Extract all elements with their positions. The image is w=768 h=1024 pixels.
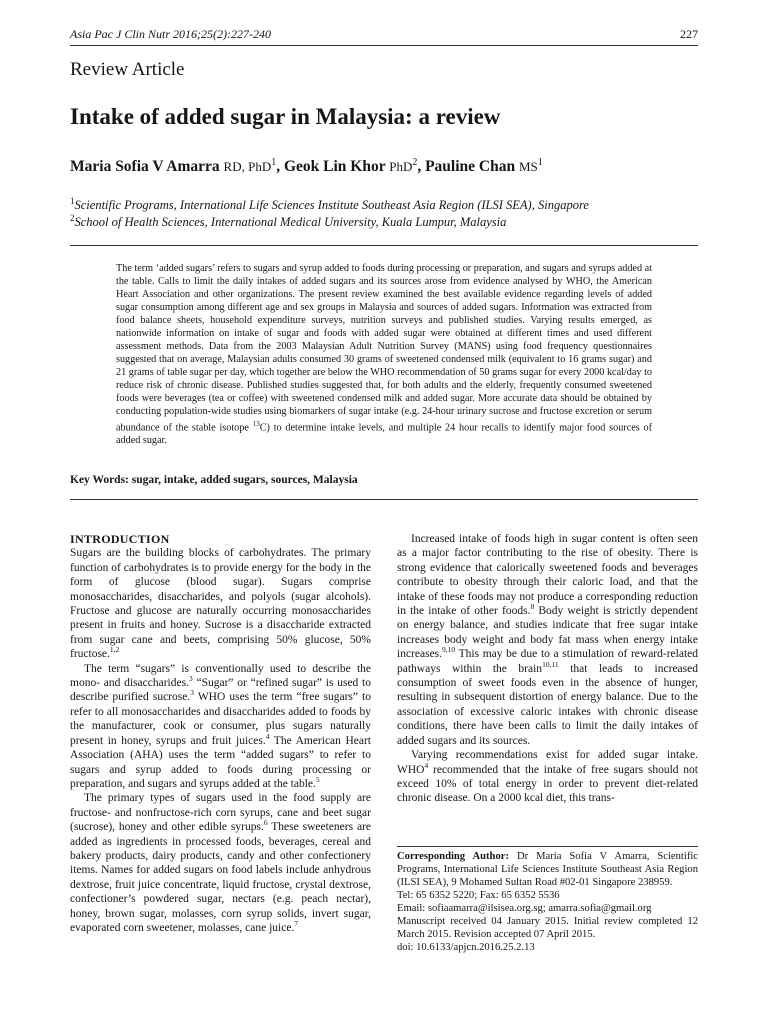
- paragraph-text: The primary types of sugars used in the food supply are fructose- and nonfructose-rich corn syrups, cane and beet sugar (sucrose), honey and other edible syrups.: [70, 792, 371, 834]
- author-affiliation-marker: 1: [537, 157, 543, 168]
- author-degrees: PhD: [389, 159, 413, 175]
- journal-citation: Asia Pac J Clin Nutr 2016;25(2):227-240: [70, 27, 271, 41]
- body-paragraph: [397, 748, 698, 806]
- right-column: [397, 532, 698, 806]
- correspondence-text: Dr Maria Sofia V Amarra, Scientific Programs, International Life Sciences Institute Southeast Asia Region (ILSI SEA), 9 Mohamed Sultan Road #02-01 Singapore 238959.: [397, 851, 698, 888]
- running-head: [70, 27, 698, 45]
- citation: 1,2: [109, 645, 120, 655]
- article-title: Intake of added sugar in Malaysia: a review: [70, 104, 501, 129]
- abstract-text-end: C) to determine intake levels, and multiple 24 hour recalls to identify major food sources of added sugar.: [116, 422, 652, 447]
- author-separator: ,: [417, 158, 426, 176]
- author-name: Pauline Chan: [425, 158, 516, 176]
- left-column: [70, 532, 371, 935]
- author-degrees: RD, PhD: [223, 159, 272, 175]
- keywords: Key Words: sugar, intake, added sugars, sources, Malaysia: [70, 474, 358, 486]
- paragraph-text: Increased intake of foods high in sugar content is often seen as a major factor contributing to the rise of obesity. There is strong evidence that calorically sweetened foods and beverages contribute to obesity through their caloric load, and that the intake of these foods may not produce a corresponding reduction in the intake of other foods.: [397, 533, 698, 618]
- abstract-text: The term ‘added sugars’ refers to sugars and syrup added to foods during processing or preparation, and sugars and syrups added at the table. Calls to limit the daily intakes of added sugars and its sources arose from evidence analysed by WHO, the American Heart Association and other organizations. The present review examined the best available evidence regarding levels of added sugar consumption among different age and sex groups in Malaysia and sources of added sugars. Information was extracted from food balance sheets, household expenditure surveys, nutrition surveys and published studies. Varying results emerged, as nationwide information on intake of sugar and foods with added sugar were obtained at different times and used different assessment methods. Data from the 2003 Malaysian Adult Nutrition Survey (MANS) using food frequency questionnaires suggested that on average, Malaysian adults consumed 30 grams of sweetened condensed milk (equivalent to 16 grams sugar) and 21 grams of table sugar per day, which together are below the WHO recommendation of 50 grams sugar for every 2000 kcal/day to reduce risk of chronic disease. Published studies suggested that, for both adults and the elderly, frequently consumed sweetened foods were beverages (tea or coffee) with sweetened condensed milk and added sugar. More accurate data should be obtained by conducting population-wide studies using biomarkers of sugar intake (e.g. 24-hour urinary sucrose and fructose excretion or serum abundance of the stable isotope: [116, 263, 652, 434]
- paragraph-text: WHO uses the term “free sugars” to refer to all monosaccharides and disaccharides added to foods by the manufacturer, cook or consumer, plus sugars naturally present in honey, syrups and fruit juices.: [70, 691, 371, 747]
- citation: 7: [294, 919, 299, 929]
- doi: doi: 10.6133/apjcn.2016.25.2.13: [397, 942, 535, 953]
- citation: 4: [424, 760, 429, 770]
- author-list: [70, 157, 543, 176]
- section-heading: INTRODUCTION: [70, 532, 170, 546]
- correspondence-address: [397, 850, 698, 889]
- paragraph-text: The term “sugars” is conventionally used to describe the mono- and disaccharides.: [70, 662, 371, 690]
- author-name: Maria Sofia V Amarra: [70, 158, 220, 176]
- paragraph-text: that leads to increased consumption of sweet foods even in the absence of hunger, resulting in subsequent distortion of energy balance. Due to the association of excessive caloric intakes with chronic disease conditions, there have been calls to limit the daily intakes of added sugars and its sources.: [397, 662, 698, 747]
- author-affiliation-marker: 1: [271, 157, 277, 168]
- citation: 4: [265, 731, 270, 741]
- correspondence-email: Email: sofiaamarra@ilsisea.org.sg; amarra.sofia@gmail.org: [397, 903, 652, 914]
- body-paragraph: [70, 662, 371, 792]
- abstract: [116, 262, 652, 447]
- author-name: Geok Lin Khor: [283, 158, 386, 176]
- page-number: 227: [680, 27, 698, 41]
- citation: 10,11: [542, 659, 559, 669]
- affiliation: [70, 196, 589, 213]
- correspondence-block: [397, 850, 698, 954]
- body-paragraph: [70, 791, 371, 935]
- correspondence-tel: Tel: 65 6352 5220; Fax: 65 6352 5536: [397, 890, 560, 901]
- correspondence-label: Corresponding Author:: [397, 851, 509, 862]
- citation: 6: [263, 818, 268, 828]
- manuscript-history: Manuscript received 04 January 2015. Initial review completed 12 March 2015. Revision accepted 07 April 2015.: [397, 916, 698, 940]
- citation: 5: [315, 775, 320, 785]
- paragraph-text: Sugars are the building blocks of carbohydrates. The primary function of carbohydrates is to provide energy for the body in the form of glucose (blood sugar). Sugars comprise monosaccharides, disaccharides, and polyols (sugar alcohols). Fructose and glucose are naturally occurring monosaccharides present in fruits and honey. Sucrose is a disaccharide extracted from sugar cane and beets, comprising 50% glucose, 50% fructose.: [70, 547, 371, 661]
- correspondence-rule: [397, 846, 698, 847]
- keywords-rule: [70, 499, 698, 500]
- affiliation-text: School of Health Sciences, International Medical University, Kuala Lumpur, Malaysia: [74, 215, 507, 230]
- affiliation-number: 2: [70, 213, 75, 223]
- paragraph-text: Varying recommendations exist for added sugar intake. WHO: [397, 749, 698, 776]
- affiliation: [70, 213, 506, 230]
- author-separator: ,: [276, 158, 284, 176]
- citation: 3: [190, 688, 194, 698]
- paragraph-text: This may be due to a stimulation of reward-related pathways within the brain: [397, 648, 698, 675]
- body-paragraph: [70, 546, 371, 661]
- isotope-superscript: 13: [252, 420, 260, 428]
- affiliation-rule: [70, 245, 698, 246]
- author-affiliation-marker: 2: [412, 157, 418, 168]
- affiliation-text: Scientific Programs, International Life Sciences Institute Southeast Asia Region (ILSI SEA), Singapore: [74, 198, 589, 213]
- paragraph-text: Body weight is strictly dependent on energy balance, and studies indicate that free sugar intake increases body weight and body fat mass when energy intake increases.: [397, 605, 699, 661]
- affiliation-number: 1: [70, 196, 75, 206]
- paragraph-text: These sweeteners are added as ingredients in processed foods, beverages, cereal and bakery products, dairy products, candy and other confectionery items. Names for added sugars on food labels include anhydrous dextrose, fruit juice concentrate, liquid fructose, crystal dextrose, confectioner’s powdered sugar, nectars (e.g. peach nectar), honey, brown sugar, molasses, corn syrup solids, invert sugar, evaporated corn sweetener, molasses, cane juice.: [70, 821, 371, 934]
- paragraph-text: “Sugar” or “refined sugar” is used to describe purified sucrose.: [70, 677, 371, 704]
- article-type: Review Article: [70, 59, 185, 80]
- header-rule: [70, 45, 698, 46]
- author-degrees: MS: [518, 159, 538, 175]
- citation: 3: [188, 674, 193, 684]
- citation: 9,10: [442, 645, 456, 655]
- paragraph-text: The American Heart Association (AHA) uses the term “added sugars” to refer to sugars and syrup added to foods during processing or preparation, and sugars and syrups added at the table.: [70, 734, 371, 790]
- paragraph-text: recommended that the intake of free sugars should not exceed 10% of total energy in order to prevent diet-related chronic disease. On a 2000 kcal diet, this trans-: [397, 763, 698, 805]
- body-paragraph: [397, 532, 698, 748]
- citation: 8: [530, 602, 535, 612]
